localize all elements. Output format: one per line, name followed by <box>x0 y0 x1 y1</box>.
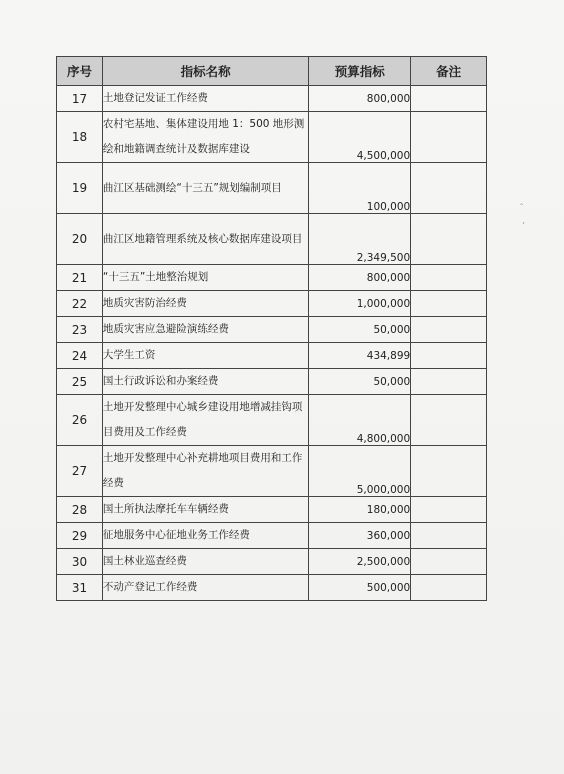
row-remark <box>411 317 487 343</box>
scan-speck-mark: ‸ <box>520 196 524 206</box>
row-budget-amount: 4,800,000 <box>309 395 411 446</box>
row-remark <box>411 291 487 317</box>
row-number: 17 <box>57 86 103 112</box>
row-item-name: 不动产登记工作经费 <box>102 575 308 601</box>
table-row <box>57 523 487 549</box>
row-remark <box>411 395 487 446</box>
row-number: 23 <box>57 317 103 343</box>
row-number: 25 <box>57 369 103 395</box>
table-row <box>57 265 487 291</box>
row-number: 31 <box>57 575 103 601</box>
scan-speck-mark: ’ <box>522 222 525 232</box>
row-budget-amount: 180,000 <box>309 497 411 523</box>
table-row <box>57 395 487 446</box>
table-row <box>57 214 487 265</box>
row-number: 19 <box>57 163 103 214</box>
row-item-name: 国土所执法摩托车车辆经费 <box>102 497 308 523</box>
row-number: 20 <box>57 214 103 265</box>
row-budget-amount: 434,899 <box>309 343 411 369</box>
row-remark <box>411 497 487 523</box>
row-number: 21 <box>57 265 103 291</box>
row-item-name: 国土行政诉讼和办案经费 <box>102 369 308 395</box>
table-row <box>57 291 487 317</box>
row-item-name: 曲江区基础测绘“十三五”规划编制项目 <box>102 163 308 214</box>
row-remark <box>411 575 487 601</box>
row-budget-amount: 800,000 <box>309 265 411 291</box>
table-row <box>57 446 487 497</box>
table-row <box>57 86 487 112</box>
table-row <box>57 317 487 343</box>
row-number: 26 <box>57 395 103 446</box>
row-item-name: 地质灾害应急避险演练经费 <box>102 317 308 343</box>
row-number: 22 <box>57 291 103 317</box>
row-item-name: 土地开发整理中心城乡建设用地增减挂钩项目费用及工作经费 <box>102 395 308 446</box>
row-item-name: 曲江区地籍管理系统及核心数据库建设项目 <box>102 214 308 265</box>
row-budget-amount: 800,000 <box>309 86 411 112</box>
row-budget-amount: 5,000,000 <box>309 446 411 497</box>
table-row <box>57 112 487 163</box>
row-remark <box>411 214 487 265</box>
row-remark <box>411 523 487 549</box>
row-budget-amount: 2,500,000 <box>309 549 411 575</box>
row-budget-amount: 2,349,500 <box>309 214 411 265</box>
row-budget-amount: 4,500,000 <box>309 112 411 163</box>
row-remark <box>411 163 487 214</box>
row-item-name: 征地服务中心征地业务工作经费 <box>102 523 308 549</box>
row-item-name: 国土林业巡查经费 <box>102 549 308 575</box>
table-header-row <box>57 57 487 86</box>
table-row <box>57 369 487 395</box>
row-budget-amount: 360,000 <box>309 523 411 549</box>
row-number: 30 <box>57 549 103 575</box>
row-item-name: “十三五”土地整治规划 <box>102 265 308 291</box>
row-remark <box>411 549 487 575</box>
table-row <box>57 343 487 369</box>
table-row <box>57 575 487 601</box>
row-number: 29 <box>57 523 103 549</box>
row-budget-amount: 100,000 <box>309 163 411 214</box>
table-row <box>57 163 487 214</box>
row-number: 27 <box>57 446 103 497</box>
row-remark <box>411 265 487 291</box>
row-number: 24 <box>57 343 103 369</box>
header-number: 序号 <box>57 57 103 86</box>
row-remark <box>411 112 487 163</box>
budget-table <box>56 56 487 601</box>
row-number: 28 <box>57 497 103 523</box>
row-budget-amount: 50,000 <box>309 317 411 343</box>
table-row <box>57 549 487 575</box>
row-item-name: 农村宅基地、集体建设用地 1：500 地形测绘和地籍调查统计及数据库建设 <box>102 112 308 163</box>
header-remark: 备注 <box>411 57 487 86</box>
row-remark <box>411 343 487 369</box>
row-remark <box>411 446 487 497</box>
header-budget: 预算指标 <box>309 57 411 86</box>
table-row <box>57 497 487 523</box>
row-item-name: 土地开发整理中心补充耕地项目费用和工作经费 <box>102 446 308 497</box>
header-item-name: 指标名称 <box>102 57 308 86</box>
row-budget-amount: 1,000,000 <box>309 291 411 317</box>
row-item-name: 大学生工资 <box>102 343 308 369</box>
row-item-name: 土地登记发证工作经费 <box>102 86 308 112</box>
row-budget-amount: 500,000 <box>309 575 411 601</box>
row-remark <box>411 369 487 395</box>
row-number: 18 <box>57 112 103 163</box>
row-remark <box>411 86 487 112</box>
row-item-name: 地质灾害防治经费 <box>102 291 308 317</box>
row-budget-amount: 50,000 <box>309 369 411 395</box>
